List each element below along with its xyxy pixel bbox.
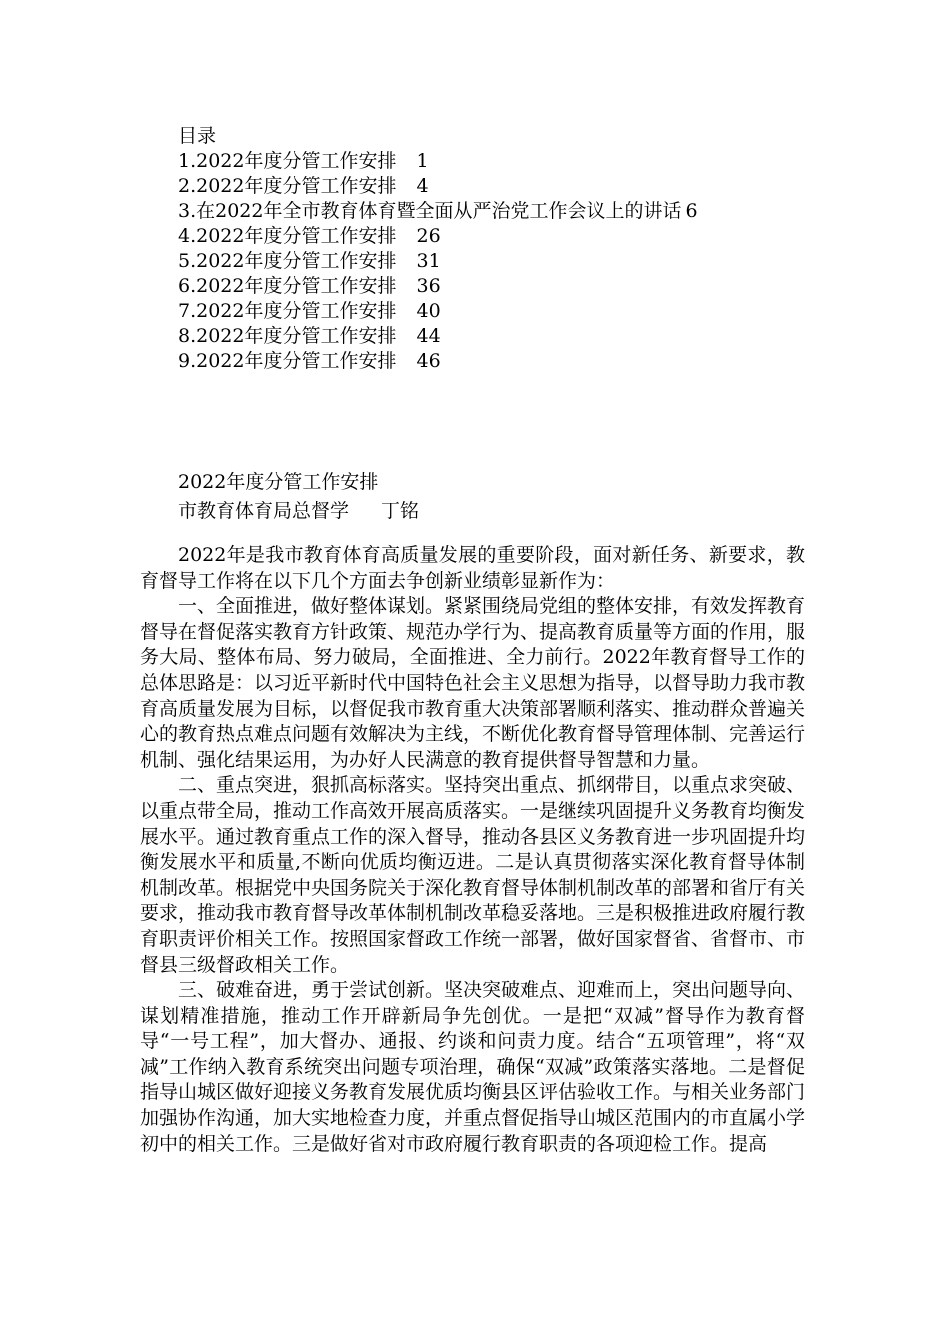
author-name: 丁铭 bbox=[381, 500, 420, 522]
toc-entry-title: 1.2022年度分管工作安排 bbox=[178, 150, 397, 172]
author-role: 市教育体育局总督学 bbox=[178, 500, 350, 522]
toc-entry-page: 44 bbox=[416, 325, 441, 347]
toc-entry-title: 9.2022年度分管工作安排 bbox=[178, 350, 397, 372]
toc-entry[interactable] bbox=[178, 274, 818, 299]
toc-entry-page: 4 bbox=[416, 175, 429, 197]
toc-entry-title: 6.2022年度分管工作安排 bbox=[178, 275, 397, 297]
body-paragraph: 三、破难奋进，勇于尝试创新。坚决突破难点、迎难而上，突出问题导向、谋划精准措施，推动工作开辟新局争先创优。一是把“双减”督导作为教育督导“一号工程”，加大督办、通报、约谈和问责力度。结合“五项管理”，将“双减”工作纳入教育系统突出问题专项治理，确保“双减”政策落实落地。二是督促指导山城区做好迎接义务教育发展优质均衡县区评估验收工作。与相关业务部门加强协作沟通，加大实地检查力度，并重点督促指导山城区范围内的市直属小学初中的相关工作。三是做好省对市政府履行教育职责的各项迎检工作。提高 bbox=[140, 979, 806, 1155]
toc-entry[interactable] bbox=[178, 199, 818, 224]
toc-entry-title: 3.在2022年全市教育体育暨全面从严治党工作会议上的讲话 bbox=[178, 200, 682, 222]
toc-entry-title: 7.2022年度分管工作安排 bbox=[178, 300, 397, 322]
article-header bbox=[178, 468, 818, 526]
toc-entry-title: 8.2022年度分管工作安排 bbox=[178, 325, 397, 347]
toc-entry-title: 4.2022年度分管工作安排 bbox=[178, 225, 397, 247]
article-byline bbox=[178, 497, 818, 526]
body-paragraph: 2022年是我市教育体育高质量发展的重要阶段，面对新任务、新要求，教育督导工作将在以下几个方面去争创新业绩彰显新作为： bbox=[140, 544, 805, 592]
toc-entry-page: 46 bbox=[416, 350, 441, 372]
toc-entry[interactable] bbox=[178, 174, 818, 199]
body-paragraph: 一、全面推进，做好整体谋划。紧紧围绕局党组的整体安排，有效发挥教育督导在督促落实教育方针政策、规范办学行为、提高教育质量等方面的作用，服务大局、整体布局、努力破局，全面推进、全力前行。2022年教育督导工作的总体思路是：以习近平新时代中国特色社会主义思想为指导，以督导助力我市教育高质量发展为目标，以督促我市教育重大决策部署顺利落实、推动群众普遍关心的教育热点难点问题有效解决为主线，不断优化教育督导管理体制、完善运行机制、强化结果运用，为办好人民满意的教育提供督导智慧和力量。 bbox=[140, 595, 806, 771]
toc-entry[interactable] bbox=[178, 224, 818, 249]
toc-entry[interactable] bbox=[178, 249, 818, 274]
toc-entry-page: 26 bbox=[416, 225, 441, 247]
article-body bbox=[140, 543, 805, 1157]
toc-entry-page: 40 bbox=[416, 300, 441, 322]
toc-entry-page: 31 bbox=[416, 250, 441, 272]
table-of-contents bbox=[178, 124, 818, 374]
toc-entry-title: 2.2022年度分管工作安排 bbox=[178, 175, 397, 197]
toc-entry-title: 5.2022年度分管工作安排 bbox=[178, 250, 397, 272]
toc-entry[interactable] bbox=[178, 149, 818, 174]
toc-entry[interactable] bbox=[178, 324, 818, 349]
toc-entry-page: 1 bbox=[416, 150, 429, 172]
toc-entry-page: 6 bbox=[685, 200, 698, 222]
toc-entry[interactable] bbox=[178, 299, 818, 324]
article-title: 2022年度分管工作安排 bbox=[178, 471, 379, 493]
toc-title: 目录 bbox=[178, 125, 217, 147]
toc-entry-page: 36 bbox=[416, 275, 441, 297]
toc-entry[interactable] bbox=[178, 349, 818, 374]
body-paragraph: 二、重点突进，狠抓高标落实。坚持突出重点、抓纲带目，以重点求突破、以重点带全局，推动工作高效开展高质落实。一是继续巩固提升义务教育均衡发展水平。通过教育重点工作的深入督导，推动各县区义务教育进一步巩固提升均衡发展水平和质量,不断向优质均衡迈进。二是认真贯彻落实深化教育督导体制机制改革。根据党中央国务院关于深化教育督导体制机制改革的部署和省厅有关要求，推动我市教育督导改革体制机制改革稳妥落地。三是积极推进政府履行教育职责评价相关工作。按照国家督政工作统一部署，做好国家督省、省督市、市督县三级督政相关工作。 bbox=[140, 774, 806, 976]
